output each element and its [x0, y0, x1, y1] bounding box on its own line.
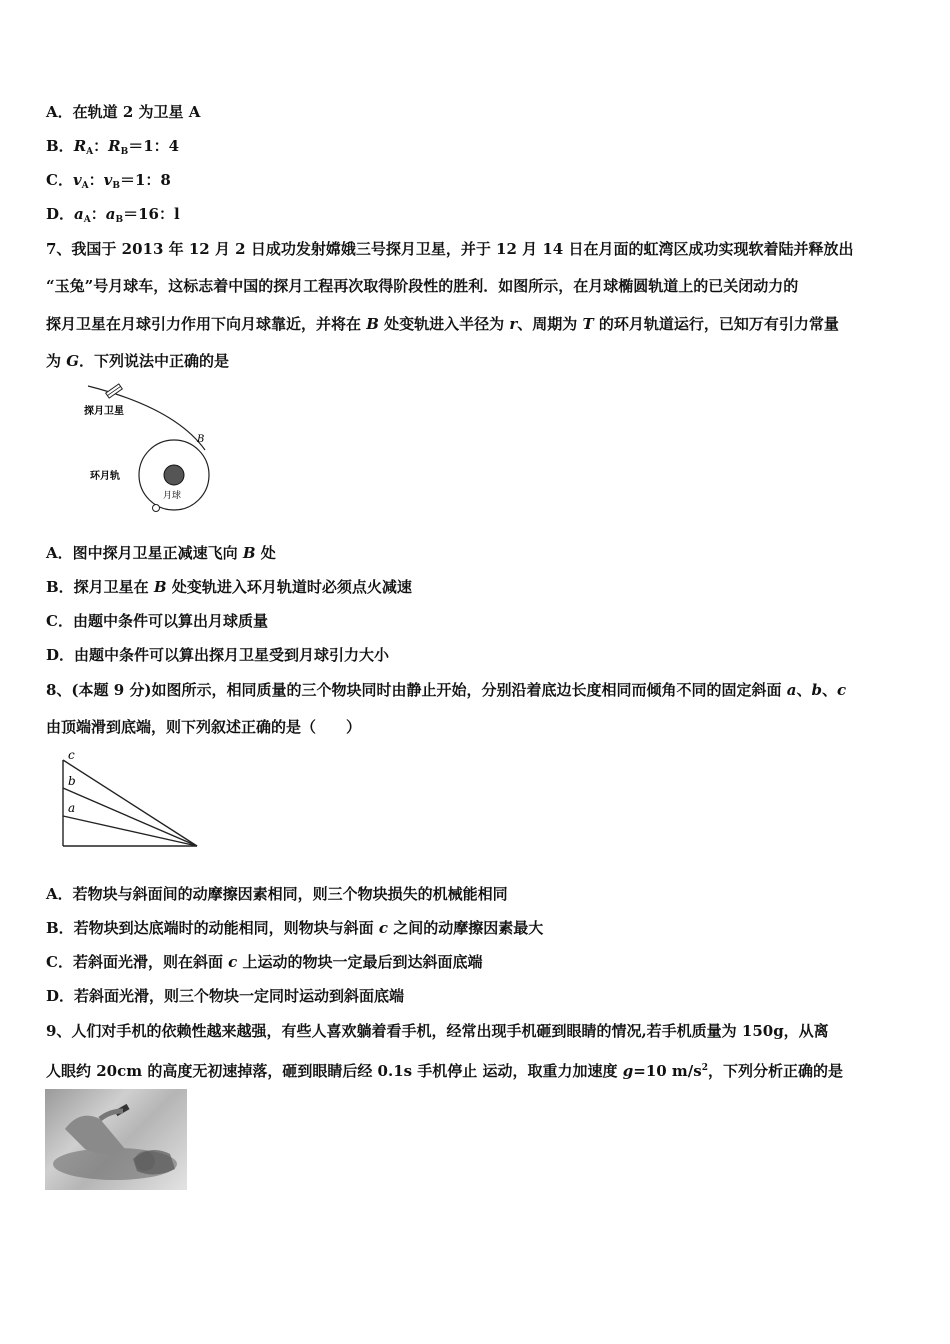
label-point-b: B	[197, 434, 205, 445]
q8-option-b: B．若物块到达底端时的动能相同，则物块与斜面 c 之间的动摩擦因素最大	[46, 919, 544, 937]
incline-c	[63, 760, 197, 846]
q7-option-b: B．探月卫星在 B 处变轨进入环月轨道时必须点火减速	[46, 578, 412, 596]
q7-option-c: C．由题中条件可以算出月球质量	[46, 612, 268, 630]
q7-stem-line-2: “玉兔”号月球车，这标志着中国的探月工程再次取得阶段性的胜利．如图所示，在月球椭圆轨道上的已关闭动力的	[46, 277, 799, 295]
q9-photo-person-lying-with-phone	[45, 1089, 187, 1190]
q7-moon-orbit-figure	[80, 380, 230, 518]
label-lunar-orbit: 环月轨	[90, 471, 120, 482]
q8-incline-figure	[55, 748, 205, 850]
moon-icon	[164, 465, 184, 485]
q8-stem-line-2: 由顶端滑到底端，则下列叙述正确的是（ ）	[46, 718, 362, 736]
q8-option-d: D．若斜面光滑，则三个物块一定同时运动到斜面底端	[46, 987, 405, 1005]
q9-stem-line-2: 人眼约 20cm 的高度无初速掉落，砸到眼睛后经 0.1s 手机停止 运动，取重力加速度 g=10 $m/s^2$，下列分析正确的是	[46, 1062, 844, 1080]
incline-a	[63, 816, 197, 846]
orbiting-satellite-dot	[153, 505, 160, 512]
q8-stem-line-1: 8、(本题 9 分)如图所示，相同质量的三个物块同时由静止开始，分别沿着底边长度相同而倾角不同的固定斜面 a、b、c	[46, 681, 847, 699]
q7-stem-line-1: 7、我国于 2013 年 12 月 2 日成功发射嫦娥三号探月卫星，并于 12 月 14 日在月面的虹湾区成功实现软着陆并释放出	[46, 240, 854, 258]
q6-option-d: D．$a_A$：$a_B=16$：l	[46, 205, 180, 225]
label-a: a	[68, 801, 76, 815]
q8-option-c: C．若斜面光滑，则在斜面 c 上运动的物块一定最后到达斜面底端	[46, 953, 483, 971]
label-moon: 月球	[163, 491, 182, 501]
incline-b	[63, 788, 197, 846]
q9-stem-line-1: 9、人们对手机的依赖性越来越强，有些人喜欢躺着看手机，经常出现手机砸到眼睛的情况,若手机质量为 150g，从离	[46, 1022, 829, 1040]
q6-option-b: B．$R_A$：$R_B=1$：4	[46, 137, 180, 157]
photo-illustration	[45, 1089, 187, 1190]
label-probe-satellite: 探月卫星	[84, 406, 124, 417]
q6-option-a: A．在轨道 2 为卫星 A	[46, 103, 201, 121]
q7-option-a: A．图中探月卫星正减速飞向 B 处	[46, 544, 276, 562]
q8-option-a: A．若物块与斜面间的动摩擦因素相同，则三个物块损失的机械能相同	[46, 885, 508, 903]
label-b: b	[68, 774, 76, 788]
q7-stem-line-3: 探月卫星在月球引力作用下向月球靠近，并将在 B 处变轨进入半径为 r、周期为 T 的环月轨道运行，已知万有引力常量	[46, 315, 839, 333]
q7-option-d: D．由题中条件可以算出探月卫星受到月球引力大小	[46, 646, 390, 664]
q6-option-c: C．$v_A$：$v_B=1$：8	[46, 171, 171, 191]
elliptical-orbit-arc	[88, 386, 205, 450]
q7-stem-line-4: 为 G．下列说法中正确的是	[46, 352, 230, 370]
label-c: c	[68, 748, 75, 762]
